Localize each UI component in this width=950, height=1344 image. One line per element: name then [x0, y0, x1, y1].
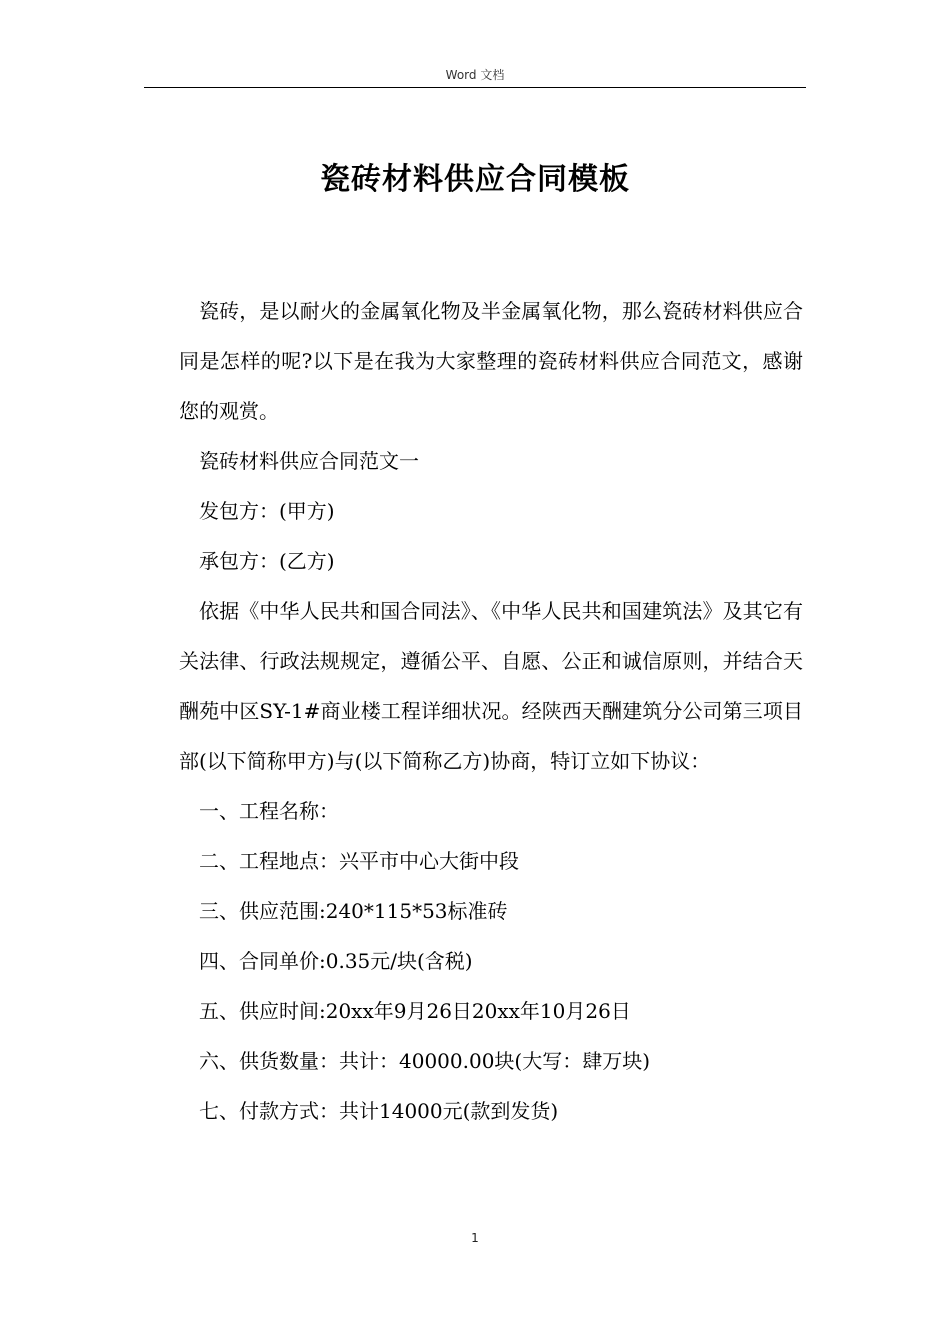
- clause-project-name: 一、工程名称：: [199, 799, 339, 823]
- document-title: 瓷砖材料供应合同模板: [320, 162, 630, 197]
- section-heading: 瓷砖材料供应合同范文一: [199, 449, 419, 473]
- clause-project-location: 二、工程地点：兴平市中心大街中段: [199, 849, 519, 873]
- page-number: 1: [471, 1231, 479, 1245]
- document-body: [179, 286, 803, 1136]
- legal-basis-paragraph: 依据《中华人民共和国合同法》、《中华人民共和国建筑法》及其它有关法律、行政法规规定，遵循公平、自愿、公正和诚信原则，并结合天酬苑中区SY-1#商业楼工程详细状况。经陕西天酬建筑分公司第三项目部(以下简称甲方)与(以下简称乙方)协商，特订立如下协议：: [179, 599, 803, 773]
- intro-paragraph: 瓷砖，是以耐火的金属氧化物及半金属氧化物，那么瓷砖材料供应合同是怎样的呢?以下是在我为大家整理的瓷砖材料供应合同范文，感谢您的观赏。: [179, 299, 803, 423]
- clause-supply-scope: 三、供应范围:240*115*53标准砖: [199, 899, 508, 923]
- clause-payment-method: 七、付款方式：共计14000元(款到发货): [199, 1099, 559, 1123]
- party-b-line: 承包方：(乙方): [199, 549, 335, 573]
- clause-supply-time: 五、供应时间:20xx年9月26日20xx年10月26日: [199, 999, 631, 1023]
- clause-unit-price: 四、合同单价:0.35元/块(含税): [199, 949, 473, 973]
- clause-supply-quantity: 六、供货数量：共计：40000.00块(大写：肆万块): [199, 1049, 651, 1073]
- header-divider: [144, 87, 806, 88]
- party-a-line: 发包方：(甲方): [199, 499, 335, 523]
- page-header-label: Word 文档: [445, 68, 505, 82]
